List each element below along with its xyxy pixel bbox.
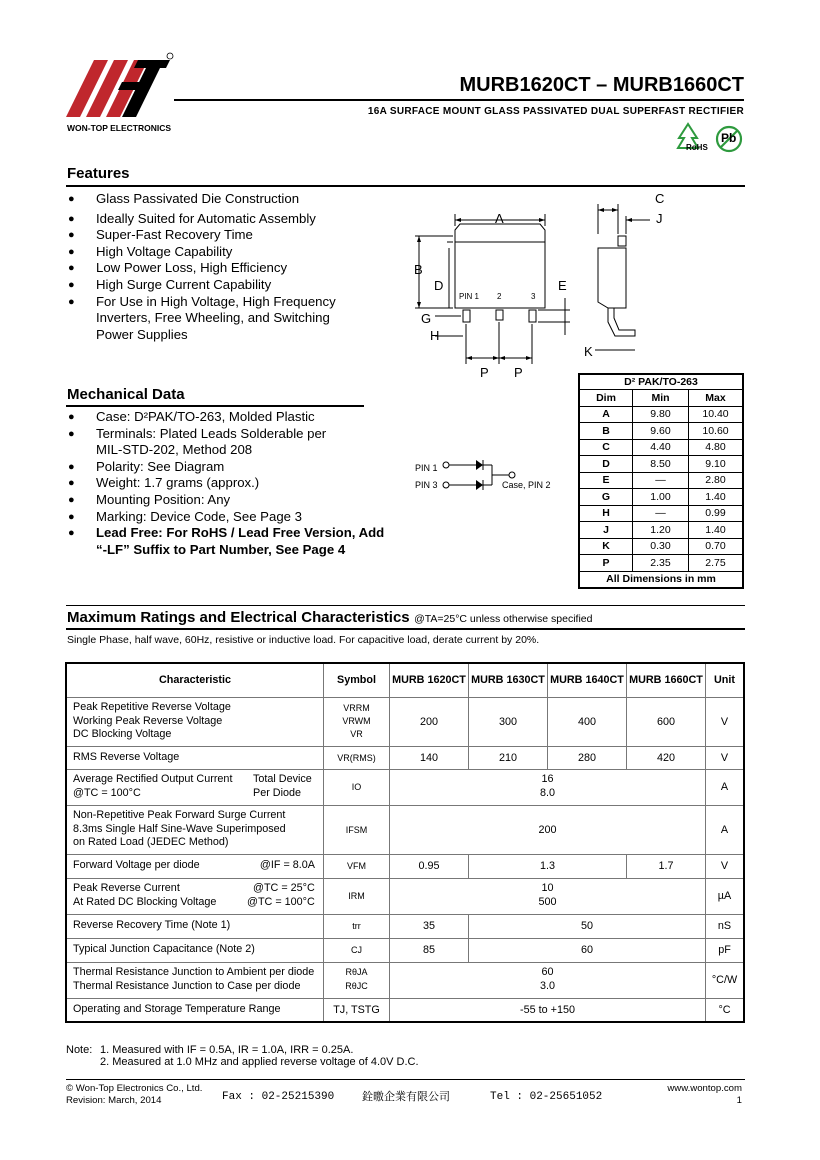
table-row: E — 2.80: [579, 472, 743, 489]
table-row: Non-Repetitive Peak Forward Surge Current 8.3ms Single Half Sine-Wave Superimposed on Rated Load (JEDEC Method) IFSM 200 A: [66, 805, 744, 854]
list-item: ● Mounting Position: Any: [67, 492, 397, 509]
table-row: A 9.80 10.40: [579, 406, 743, 423]
schematic-pin3-label: PIN 3: [415, 480, 438, 490]
features-list: [67, 191, 367, 343]
ratings-title: Maximum Ratings and Electrical Characteristics: [67, 609, 410, 626]
list-item: ● Marking: Device Code, See Page 3: [67, 509, 397, 526]
product-subtitle: 16A SURFACE MOUNT GLASS PASSIVATED DUAL SUPERFAST RECTIFIER: [367, 106, 744, 117]
dim-label-b: B: [414, 262, 423, 277]
features-title: Features: [67, 165, 130, 182]
table-row: Thermal Resistance Junction to Ambient per diode Thermal Resistance Junction to Case per diode RθJA RθJC 60 3.0 °C/W: [66, 962, 744, 998]
footer-company-chinese: 銓曒企業有限公司: [362, 1091, 450, 1103]
footer-rule: [66, 1079, 745, 1080]
dim-label-c: C: [655, 191, 665, 206]
table-header: Min: [633, 390, 689, 407]
table-header: Characteristic: [66, 663, 324, 697]
table-row: D 8.50 9.10: [579, 456, 743, 473]
list-item: ● Lead Free: For RoHS / Lead Free Version, Add “-LF” Suffix to Part Number, See Page 4: [67, 525, 396, 558]
list-item: ● Super-Fast Recovery Time: [67, 227, 367, 244]
ratings-rule: [66, 628, 745, 630]
rohs-label: RoHS: [686, 143, 708, 152]
table-header: MURB 1640CT: [548, 663, 627, 697]
ratings-condition: @TA=25°C unless otherwise specified: [414, 613, 593, 625]
list-item: ● Weight: 1.7 grams (approx.): [67, 475, 397, 492]
table-row: G 1.00 1.40: [579, 489, 743, 506]
table-header: MURB 1630CT: [469, 663, 548, 697]
list-item: ● Glass Passivated Die Construction: [67, 191, 367, 208]
mechanical-list: [67, 409, 397, 558]
company-name: WON-TOP ELECTRONICS: [67, 123, 172, 133]
dim-label-p: P: [514, 365, 523, 380]
table-row: B 9.60 10.60: [579, 423, 743, 440]
part-number-title: MURB1620CT – MURB1660CT: [459, 74, 744, 96]
table-row: RMS Reverse Voltage VR(RMS) 140 210 280 420 V: [66, 746, 744, 769]
note-2: 2. Measured at 1.0 MHz and applied reverse voltage of 4.0V D.C.: [100, 1056, 419, 1068]
header-rule: [174, 99, 744, 101]
table-header: Dim: [579, 390, 633, 407]
pb-free-icon: [714, 124, 744, 154]
table-header: Symbol: [324, 663, 390, 697]
list-item: ● High Surge Current Capability: [67, 277, 367, 294]
table-row: Peak Repetitive Reverse Voltage Working Peak Reverse Voltage DC Blocking Voltage VRRM VRWM VR 200 300 400 600 V: [66, 697, 744, 746]
footer-fax: Fax : 02-25215390: [222, 1091, 335, 1103]
table-header: Unit: [706, 663, 745, 697]
table-row: Forward Voltage per diode @IF = 8.0A VFM 0.95 1.3 1.7 V: [66, 854, 744, 878]
table-row: Average Rectified Output Current Total Device @TC = 100°C Per Diode IO 16 8.0 A: [66, 769, 744, 805]
footer-tel: Tel : 02-25651052: [490, 1091, 603, 1103]
dim-label-a: A: [495, 211, 504, 226]
schematic-pin1-label: PIN 1: [415, 463, 438, 473]
ratings-title-line: [67, 609, 592, 627]
dim-label-g: G: [421, 311, 432, 326]
notes-label: Note:: [66, 1044, 93, 1056]
table-row: Peak Reverse Current @TC = 25°C At Rated DC Blocking Voltage @TC = 100°C IRM 10 500 µA: [66, 878, 744, 914]
list-item: ● High Voltage Capability: [67, 244, 367, 261]
pin-label: 3: [531, 292, 536, 301]
dim-label-p: P: [480, 365, 489, 380]
dim-label-d: D: [434, 278, 444, 293]
note-1: 1. Measured with IF = 0.5A, IR = 1.0A, IRR = 0.25A.: [100, 1044, 354, 1056]
dimension-table-footer: All Dimensions in mm: [579, 571, 743, 588]
table-row: Typical Junction Capacitance (Note 2) CJ 85 60 pF: [66, 938, 744, 962]
ratings-note-line: Single Phase, half wave, 60Hz, resistive or inductive load. For capacitive load, derate current by 20%.: [67, 634, 540, 646]
pin-label: PIN 1: [459, 292, 480, 301]
table-header: Max: [689, 390, 744, 407]
footer-revision: Revision: March, 2014: [66, 1095, 162, 1106]
pin-label: 2: [497, 292, 502, 301]
table-row: Operating and Storage Temperature Range TJ, TSTG -55 to +150 °C: [66, 998, 744, 1022]
table-row: P 2.35 2.75: [579, 555, 743, 572]
ratings-top-rule: [66, 605, 745, 606]
list-item: ● Low Power Loss, High Efficiency: [67, 260, 367, 277]
mechanical-rule: [66, 405, 364, 407]
package-outline-drawing: [405, 190, 675, 380]
dim-label-h: H: [430, 328, 440, 343]
table-header: MURB 1620CT: [390, 663, 469, 697]
features-rule: [66, 185, 745, 187]
rohs-icon: [676, 122, 710, 154]
table-row: K 0.30 0.70: [579, 538, 743, 555]
dimension-table-title: D² PAK/TO-263: [579, 374, 743, 390]
list-item: ● Ideally Suited for Automatic Assembly: [67, 211, 367, 228]
footer-website: www.wontop.com: [667, 1083, 742, 1094]
footer-page-number: 1: [736, 1095, 742, 1106]
table-row: H — 0.99: [579, 505, 743, 522]
dim-label-k: K: [584, 344, 593, 359]
ratings-table: [65, 662, 745, 1023]
list-item: ● For Use in High Voltage, High Frequency Inverters, Free Wheeling, and Switching Power Supplies: [67, 294, 356, 344]
dim-label-j: J: [656, 211, 663, 226]
dimension-table: [578, 373, 744, 589]
list-item: ● Polarity: See Diagram: [67, 459, 397, 476]
schematic-case-label: Case, PIN 2: [502, 480, 551, 490]
mechanical-title: Mechanical Data: [67, 386, 185, 403]
table-header: MURB 1660CT: [627, 663, 706, 697]
table-row: Reverse Recovery Time (Note 1) trr 35 50 nS: [66, 914, 744, 938]
list-item: ● Case: D²PAK/TO-263, Molded Plastic: [67, 409, 397, 426]
dim-label-e: E: [558, 278, 567, 293]
table-row: C 4.40 4.80: [579, 439, 743, 456]
pb-label: Pb: [721, 131, 737, 145]
footer-copyright: © Won-Top Electronics Co., Ltd.: [66, 1083, 203, 1094]
company-logo: [66, 52, 174, 122]
table-row: J 1.20 1.40: [579, 522, 743, 539]
list-item: ● Terminals: Plated Leads Solderable per MIL-STD-202, Method 208: [67, 426, 356, 459]
